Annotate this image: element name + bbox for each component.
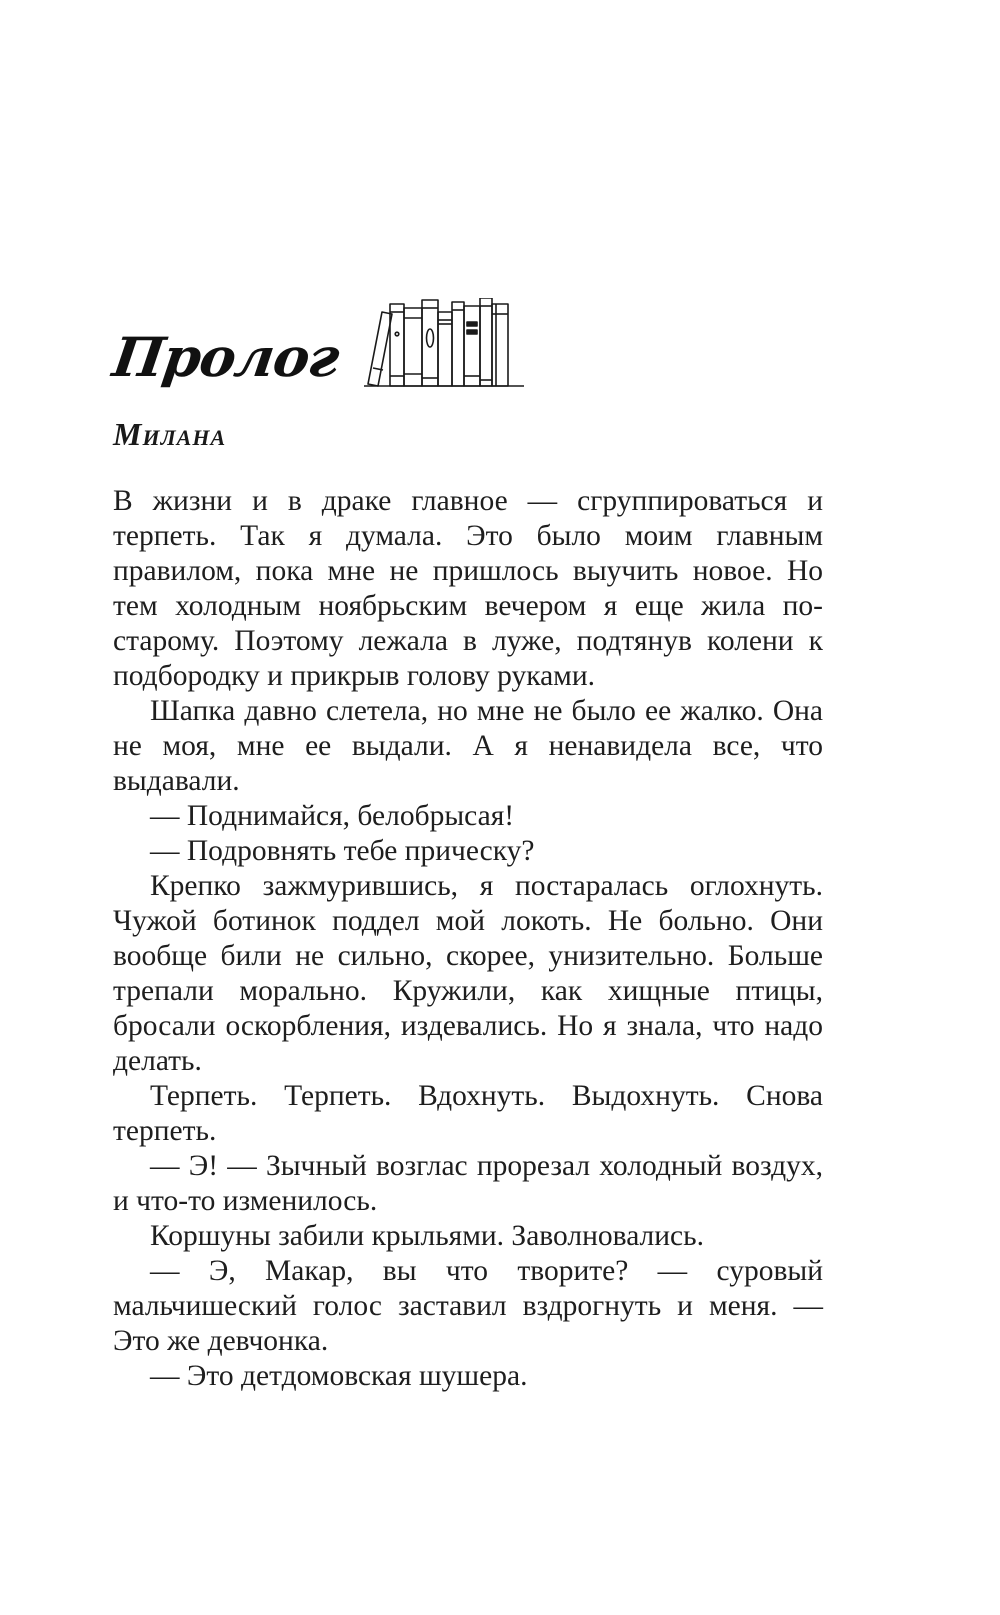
paragraph: Крепко зажмурившись, я постаралась оглохнуть. Чужой ботинок поддел мой локоть. Не больно. Они вообще били не сильно, скорее, унизительно. Больше трепали морально. Кружили, как хищные птицы, бросали оскорбления, издевались. Но я знала, что надо делать. <box>113 870 823 1077</box>
dialogue-line: — Подровнять тебе прическу? <box>150 835 535 867</box>
books-icon <box>364 298 524 390</box>
chapter-header <box>108 298 524 390</box>
narrator-name: Милана <box>113 416 227 452</box>
paragraph: Шапка давно слетела, но мне не было ее жалко. Она не моя, мне ее выдали. А я ненавидела все, что выдавали. <box>113 695 823 797</box>
paragraph: В жизни и в драке главное — сгруппироваться и терпеть. Так я думала. Это было моим главным правилом, пока мне не пришлось выучить новое. Но тем холодным ноябрьским вечером я еще жила по-старому. Поэтому лежала в луже, подтянув колени к подбородку и прикрыв голову руками. <box>113 485 823 692</box>
chapter-text <box>113 484 823 1394</box>
dialogue-line: — Э, Макар, вы что творите? — суровый мальчишеский голос заставил вздрогнуть и меня. — Это же девчонка. <box>113 1255 823 1357</box>
dialogue-line: — Это детдомовская шушера. <box>150 1360 528 1392</box>
paragraph: Коршуны забили крыльями. Заволновались. <box>150 1220 704 1252</box>
dialogue-line: — Поднимайся, белобрысая! <box>150 800 515 832</box>
dialogue-line: — Э! — Зычный возглас прорезал холодный воздух, и что-то изменилось. <box>113 1150 823 1217</box>
chapter-title: Пролог <box>108 325 343 389</box>
paragraph: Терпеть. Терпеть. Вдохнуть. Выдохнуть. Снова терпеть. <box>113 1080 823 1147</box>
